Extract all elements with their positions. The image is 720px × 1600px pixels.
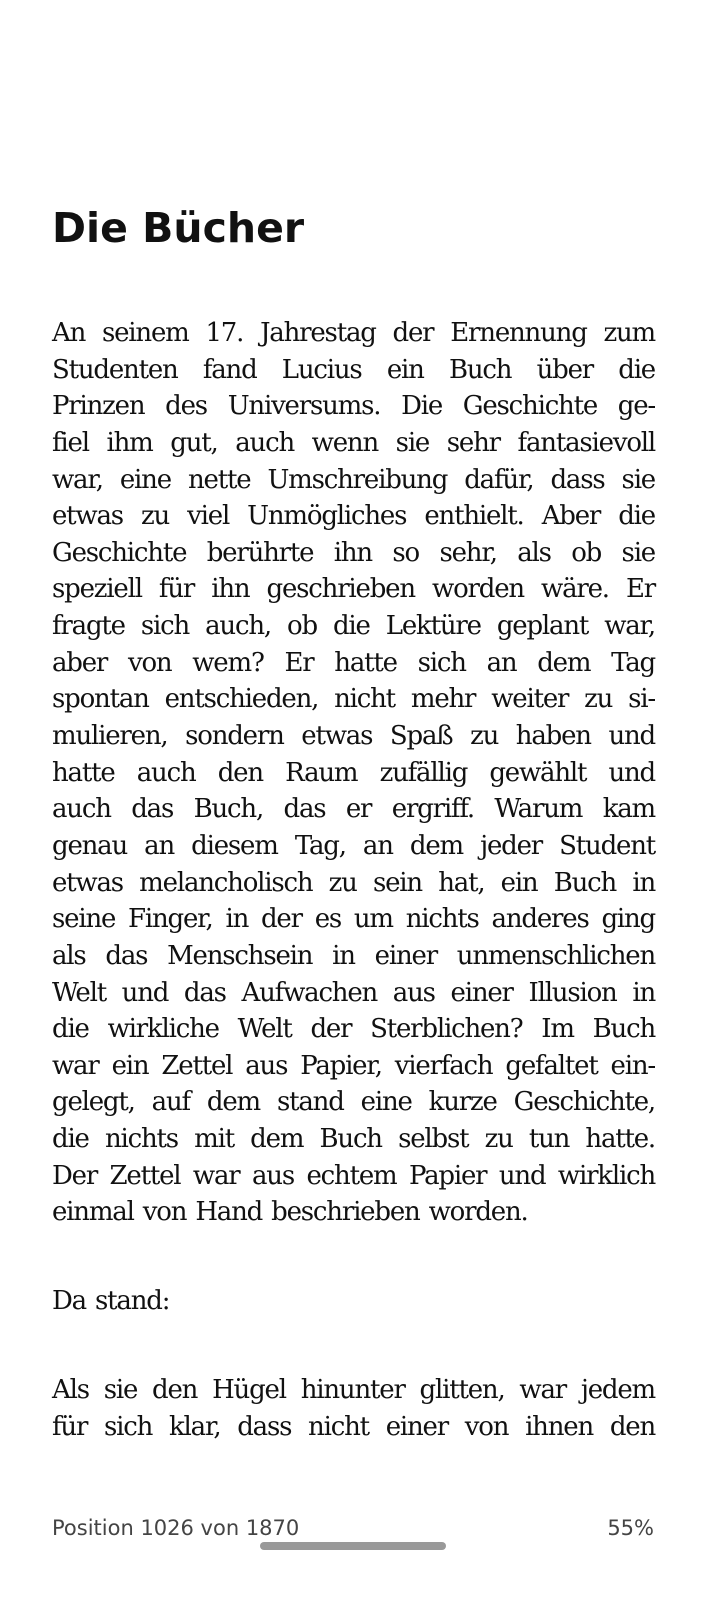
- text-line: fiel ihm gut, auch wenn sie sehr fantasievoll: [52, 427, 655, 458]
- reading-position: Position 1026 von 1870: [52, 1516, 300, 1540]
- text-line: aber von wem? Er hatte sich an dem Tag: [52, 647, 655, 678]
- text-line: einmal von Hand beschrieben worden.: [52, 1197, 528, 1228]
- text-line: Welt und das Aufwachen aus einer Illusion in: [52, 977, 655, 1008]
- text-line: gelegt, auf dem stand eine kurze Geschichte,: [52, 1087, 655, 1118]
- reader-page[interactable]: [52, 0, 655, 1600]
- text-line: Geschichte berührte ihn so sehr, als ob sie: [52, 537, 655, 568]
- text-line: die nichts mit dem Buch selbst zu tun hatte.: [52, 1124, 655, 1155]
- text-line: hatte auch den Raum zufällig gewählt und: [52, 757, 655, 788]
- text-line: war, eine nette Umschreibung dafür, dass sie: [52, 464, 655, 495]
- text-line: etwas melancholisch zu sein hat, ein Buch in: [52, 867, 655, 898]
- text-line: etwas zu viel Unmögliches enthielt. Aber die: [52, 501, 655, 532]
- text-line: als das Menschsein in einer unmenschlichen: [52, 940, 655, 971]
- text-line: Studenten fand Lucius ein Buch über die: [52, 354, 655, 385]
- text-line: An seinem 17. Jahrestag der Ernennung zum: [52, 318, 655, 348]
- paragraph-2: [52, 1283, 655, 1320]
- text-line: seine Finger, in der es um nichts anderes ging: [52, 904, 655, 935]
- chapter-title: Die Bücher: [52, 204, 305, 252]
- paragraph-1: [52, 315, 655, 1231]
- text-line: fragte sich auch, ob die Lektüre geplant war,: [52, 611, 655, 642]
- text-line: für sich klar, dass nicht einer von ihnen den: [52, 1411, 655, 1442]
- text-line: mulieren, sondern etwas Spaß zu haben und: [52, 721, 655, 752]
- reading-progress-percent: 55%: [607, 1516, 654, 1540]
- paragraph-3: [52, 1372, 655, 1445]
- text-line: Prinzen des Universums. Die Geschichte ge-: [52, 391, 655, 422]
- text-line: speziell für ihn geschrieben worden wäre. Er: [52, 574, 655, 605]
- text-line: spontan entschieden, nicht mehr weiter zu si-: [52, 684, 655, 715]
- text-line: genau an diesem Tag, an dem jeder Student: [52, 830, 655, 861]
- text-line: war ein Zettel aus Papier, vierfach gefaltet ein-: [52, 1050, 655, 1081]
- text-line: die wirkliche Welt der Sterblichen? Im Buch: [52, 1014, 655, 1045]
- text-line: Der Zettel war aus echtem Papier und wirklich: [52, 1160, 655, 1191]
- text-line: Da stand:: [52, 1286, 170, 1316]
- text-line: auch das Buch, das er ergriff. Warum kam: [52, 794, 655, 825]
- text-line: Als sie den Hügel hinunter glitten, war jedem: [52, 1375, 655, 1405]
- gesture-navigation-handle[interactable]: [260, 1542, 446, 1550]
